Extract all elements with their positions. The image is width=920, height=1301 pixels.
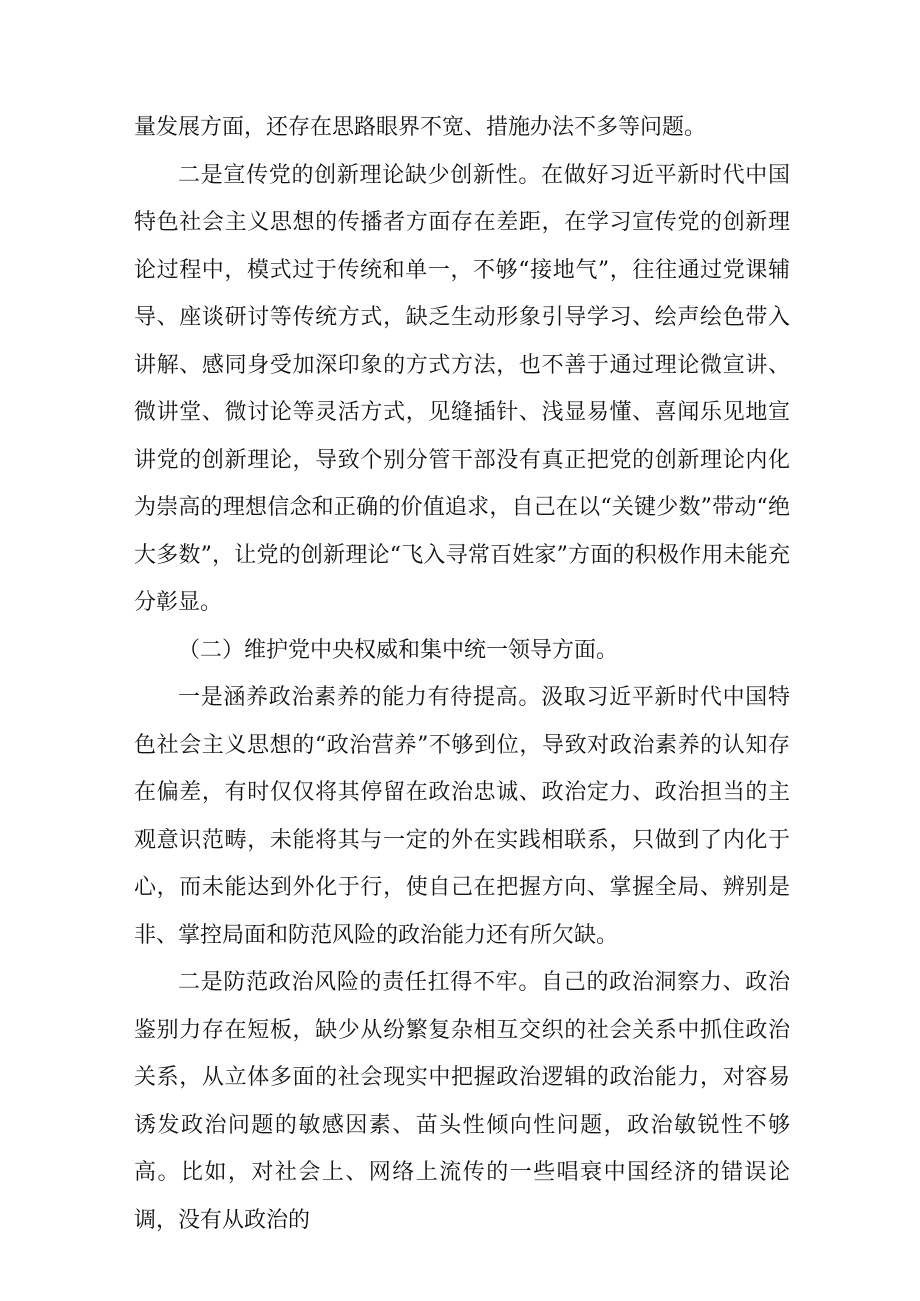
paragraph-continuation: 量发展方面，还存在思路眼界不宽、措施办法不多等问题。 — [134, 115, 707, 140]
paragraph-propaganda-innovation: 二是宣传党的创新理论缺少创新性。在做好习近平新时代中国特色社会主义思想的传播者方面存在差距，在学习宣传党的创新理论过程中，模式过于传统和单一，不够“接地气”，往往通过党课辅导、座谈研讨等传统方式，缺乏生动形象引导学习、绘声绘色带入讲解、感同身受加深印象的方式方法，也不善于通过理论微宣讲、微讲堂、微讨论等灵活方式，见缝插针、浅显易懂、喜闻乐见地宣讲党的创新理论，导致个别分管干部没有真正把党的创新理论内化为崇高的理想信念和正确的价值追求，自己在以“关键少数”带动“绝大多数”，让党的创新理论“飞入寻常百姓家”方面的积极作用未能充分彰显。 — [134, 162, 790, 615]
document-body — [134, 104, 790, 1244]
paragraph-political-risk: 二是防范政治风险的责任扛得不牢。自己的政治洞察力、政治鉴别力存在短板，缺少从纷繁复杂相互交织的社会关系中抓住政治关系，从立体多面的社会现实中把握政治逻辑的政治能力，对容易诱发政治问题的敏感因素、苗头性倾向性问题，政治敏锐性不够高。比如，对社会上、网络上流传的一些唱衰中国经济的错误论调，没有从政治的 — [134, 970, 790, 1233]
paragraph-political-literacy: 一是涵养政治素养的能力有待提高。汲取习近平新时代中国特色社会主义思想的“政治营养”不够到位，导致对政治素养的认知存在偏差，有时仅仅将其停留在政治忠诚、政治定力、政治担当的主观意识范畴，未能将其与一定的外在实践相联系，只做到了内化于心，而未能达到外化于行，使自己在把握方向、掌握全局、辨别是非、掌控局面和防范风险的政治能力还有所欠缺。 — [134, 685, 790, 948]
section-heading-central-authority: （二）维护党中央权威和集中统一领导方面。 — [178, 637, 619, 663]
